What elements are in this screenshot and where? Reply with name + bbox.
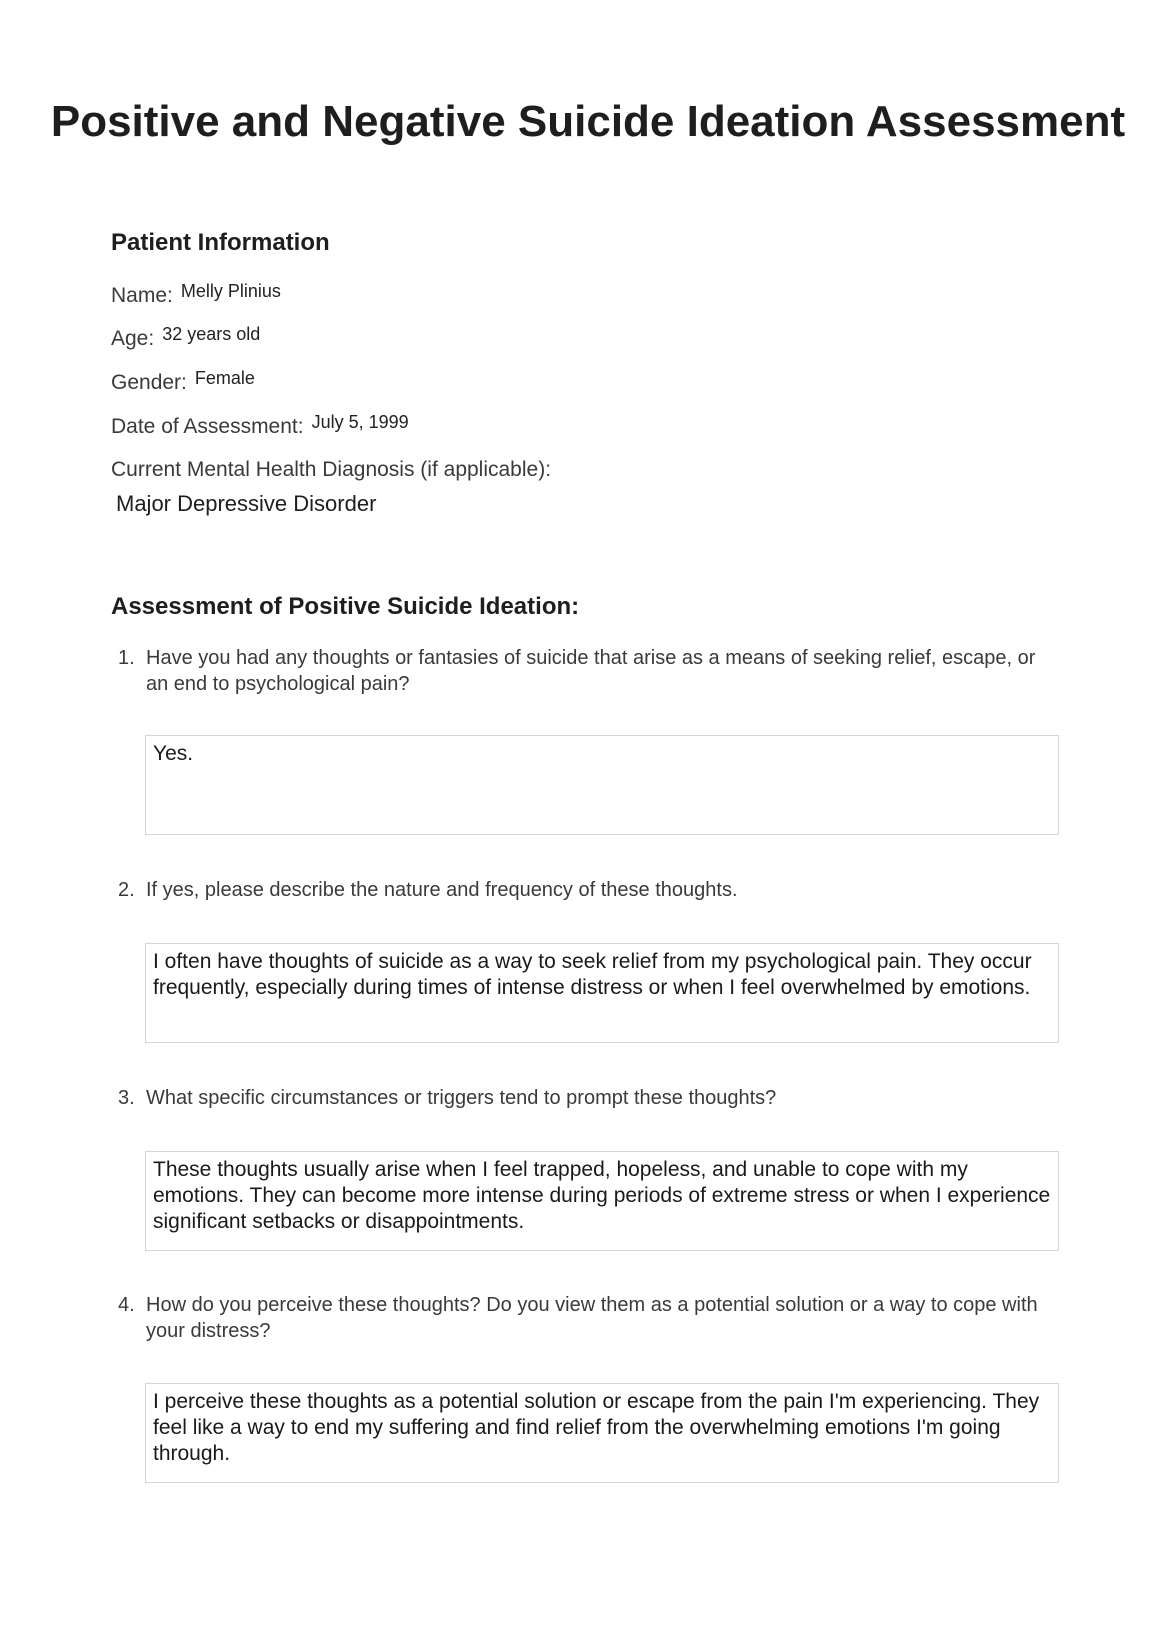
diagnosis-value[interactable]: Major Depressive Disorder	[116, 491, 377, 516]
age-value[interactable]: 32 years old	[162, 324, 261, 344]
question-text: How do you perceive these thoughts? Do you view them as a potential solution or a way to cope with your distress?	[146, 1294, 1038, 1342]
date-row	[111, 412, 409, 439]
question-text: If yes, please describe the nature and frequency of these thoughts.	[146, 879, 738, 901]
positive-ideation-heading: Assessment of Positive Suicide Ideation:	[111, 593, 580, 620]
question-1	[118, 645, 1058, 697]
gender-label: Gender:	[111, 371, 187, 394]
answer-box-2[interactable]: I often have thoughts of suicide as a way to seek relief from my psychological pain. They occur frequently, especially during times of intense distress or when I feel overwhelmed by emotions.	[145, 943, 1059, 1043]
page-title: Positive and Negative Suicide Ideation Assessment	[50, 97, 1126, 146]
name-label: Name:	[111, 284, 173, 307]
name-row	[111, 281, 281, 308]
question-number: 4.	[118, 1294, 135, 1316]
date-label: Date of Assessment:	[111, 415, 304, 438]
gender-value[interactable]: Female	[194, 368, 255, 388]
answer-box-3[interactable]: These thoughts usually arise when I feel trapped, hopeless, and unable to cope with my emotions. They can become more intense during periods of extreme stress or when I experience significant setbacks or disappointments.	[145, 1151, 1059, 1251]
question-2	[118, 877, 1058, 903]
date-value[interactable]: July 5, 1999	[311, 412, 409, 432]
question-text: Have you had any thoughts or fantasies of suicide that arise as a means of seeking relief, escape, or an end to psychological pain?	[146, 647, 1036, 695]
age-label: Age:	[111, 327, 155, 350]
name-value[interactable]: Melly Plinius	[180, 281, 281, 301]
gender-row	[111, 368, 255, 395]
question-number: 3.	[118, 1087, 135, 1109]
answer-box-4[interactable]: I perceive these thoughts as a potential solution or escape from the pain I'm experiencing. They feel like a way to end my suffering and find relief from the overwhelming emotions I'm going through.	[145, 1383, 1059, 1483]
question-number: 1.	[118, 647, 135, 669]
diagnosis-row	[111, 458, 551, 482]
answer-box-1[interactable]: Yes.	[145, 735, 1059, 835]
question-number: 2.	[118, 879, 135, 901]
question-3	[118, 1085, 1058, 1111]
diagnosis-label: Current Mental Health Diagnosis (if applicable):	[111, 458, 552, 481]
question-4	[118, 1292, 1058, 1344]
age-row	[111, 324, 261, 351]
question-text: What specific circumstances or triggers tend to prompt these thoughts?	[146, 1087, 777, 1109]
patient-info-heading: Patient Information	[111, 229, 330, 256]
